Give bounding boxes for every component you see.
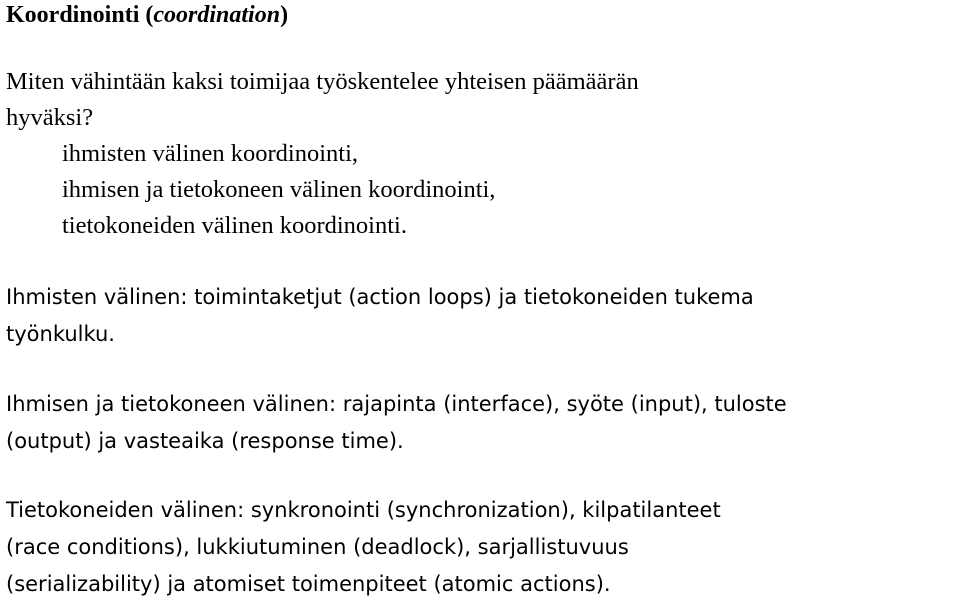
coordination-type-item: ihmisten välinen koordinointi,: [62, 140, 359, 167]
paragraph-line: (race conditions), lukkiutuminen (deadlock), sarjallistuvuus: [6, 535, 629, 559]
computer-computer-paragraph: [6, 492, 721, 603]
question-line: hyväksi?: [6, 104, 94, 131]
paragraph-line: Ihmisen ja tietokoneen välinen: rajapinta (interface), syöte (input), tuloste: [6, 392, 787, 416]
question-block: [6, 64, 639, 244]
paragraph-line: työnkulku.: [6, 322, 115, 346]
paragraph-line: Tietokoneiden välinen: synkronointi (synchronization), kilpatilanteet: [6, 498, 721, 522]
paragraph-line: (output) ja vasteaika (response time).: [6, 429, 404, 453]
title-english-term: coordination: [153, 2, 281, 28]
question-line: Miten vähintään kaksi toimijaa työskentelee yhteisen päämäärän: [6, 68, 639, 95]
page-title: [6, 0, 288, 30]
coordination-type-item: ihmisen ja tietokoneen välinen koordinointi,: [62, 176, 496, 203]
title-close-paren: ): [280, 2, 289, 28]
title-main: Koordinointi (: [6, 2, 154, 28]
human-computer-paragraph: [6, 386, 787, 460]
coordination-type-item: tietokoneiden välinen koordinointi.: [62, 212, 407, 239]
paragraph-line: (serializability) ja atomiset toimenpiteet (atomic actions).: [6, 572, 611, 596]
human-human-paragraph: [6, 279, 754, 353]
paragraph-line: Ihmisten välinen: toimintaketjut (action loops) ja tietokoneiden tukema: [6, 285, 754, 309]
